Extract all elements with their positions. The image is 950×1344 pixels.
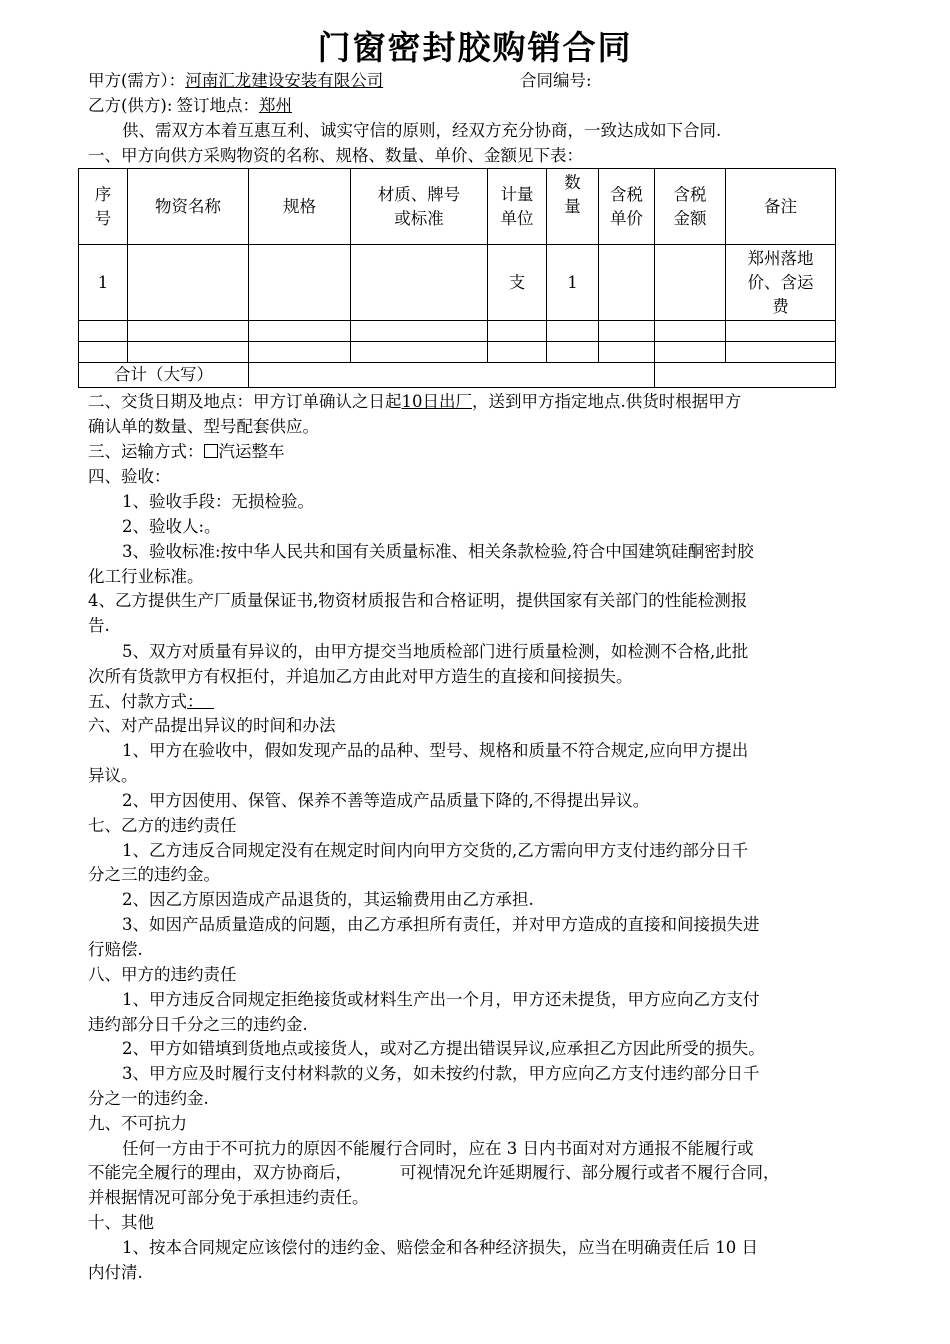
header-material: 材质、牌号 或标准 (351, 169, 488, 245)
contract-no-label: 合同编号: (520, 71, 592, 90)
section-4-heading: 四、验收： (88, 467, 171, 486)
transport-checkbox[interactable] (204, 444, 218, 458)
cell-amount (655, 245, 726, 321)
header-name: 物资名称 (128, 169, 249, 245)
section-9-heading: 九、不可抗力 (88, 1114, 187, 1133)
total-blank (655, 363, 836, 388)
table-row-empty (79, 342, 836, 363)
section-1-heading: 一、甲方向供方采购物资的名称、规格、数量、单价、金额见下表： (88, 146, 583, 165)
section-3: 三、运输方式： 汽运整车 (88, 442, 285, 461)
party-a-label: 甲方(需方）： (88, 71, 186, 90)
section-8-item-1: 1、甲方违反合同规定拒绝接货或材料生产出一个月，甲方还未提货，甲方应向乙方支付 (122, 990, 760, 1009)
table-row-empty (79, 321, 836, 342)
section-9-para-2: 不能完全履行的理由，双方协商后， 可视情况允许延期履行、部分履行或者不履行合同， (88, 1163, 780, 1182)
intro-paragraph: 供、需双方本着互惠互利、诚实守信的原则，经双方充分协商，一致达成如下合同. (122, 121, 722, 140)
section-8-item-3-cont: 分之一的违约金. (88, 1089, 209, 1108)
section-8-item-1-cont: 违约部分日千分之三的违约金. (88, 1015, 308, 1034)
header-price: 含税 单价 (599, 169, 655, 245)
document-title: 门窗密封胶购销合同 (317, 28, 633, 67)
section-7-item-2: 2、因乙方原因造成产品退货的，其运输费用由乙方承担. (122, 890, 534, 909)
sign-place-label: 签订地点： (176, 96, 259, 115)
section-7-item-3: 3、如因产品质量造成的问题，由乙方承担所有责任，并对甲方造成的直接和间接损失进 (122, 915, 760, 934)
total-value (249, 363, 655, 388)
section-2-line-2: 确认单的数量、型号配套供应。 (88, 417, 319, 436)
cell-name (128, 245, 249, 321)
sign-place: 郑州 (258, 96, 292, 115)
section-4-item-2: 2、验收人:。 (122, 517, 221, 536)
header-remark: 备注 (726, 169, 836, 245)
section-7-item-3-cont: 行赔偿. (88, 940, 143, 959)
section-7-item-1-cont: 分之三的违约金。 (88, 865, 220, 884)
party-a-name: 河南汇龙建设安装有限公司 (185, 71, 384, 90)
section-4-item-4-cont: 告. (88, 616, 110, 635)
table-row (79, 245, 836, 321)
party-a-line (88, 70, 592, 92)
section-10-item-1-cont: 内付清. (88, 1263, 143, 1282)
table-header-row (79, 169, 836, 245)
section-8-item-2: 2、甲方如错填到货地点或接货人，或对乙方提出错误异议,应承担乙方因此所受的损失。 (122, 1039, 765, 1058)
cell-remark: 郑州落地 价、含运 费 (726, 245, 836, 321)
table-total-row (79, 363, 836, 388)
section-6-item-2: 2、甲方因使用、保管、保养不善等造成产品质量下降的,不得提出异议。 (122, 791, 650, 810)
section-2-line-1: 二、交货日期及地点：甲方订单确认之日起10日出厂，送到甲方指定地点.供货时根据甲方 (88, 392, 742, 411)
header-qty: 数 量 (547, 169, 599, 245)
header-unit: 计量 单位 (488, 169, 547, 245)
header-seq: 序 号 (79, 169, 128, 245)
cell-qty: 1 (547, 245, 599, 321)
section-4-item-5: 5、双方对质量有异议的，由甲方提交当地质检部门进行质量检测，如检测不合格,此批 (122, 642, 749, 661)
section-4-item-4: 4、乙方提供生产厂质量保证书,物资材质报告和合格证明，提供国家有关部门的性能检测报 (88, 591, 748, 610)
section-4-item-3-cont: 化工行业标准。 (88, 567, 204, 586)
cell-price (599, 245, 655, 321)
section-7-heading: 七、乙方的违约责任 (88, 816, 237, 835)
section-4-item-3: 3、验收标准:按中华人民共和国有关质量标准、相关条款检验,符合中国建筑硅酮密封胶 (122, 542, 754, 561)
goods-table (78, 168, 836, 388)
delivery-days: 10日出厂 (401, 392, 472, 411)
header-spec: 规格 (249, 169, 351, 245)
section-6-item-1-cont: 异议。 (88, 766, 138, 785)
section-7-item-1: 1、乙方违反合同规定没有在规定时间内向甲方交货的,乙方需向甲方支付违约部分日千 (122, 841, 749, 860)
cell-material (351, 245, 488, 321)
cell-seq: 1 (79, 245, 128, 321)
section-6-heading: 六、对产品提出异议的时间和办法 (88, 716, 336, 735)
cell-spec (249, 245, 351, 321)
section-10-heading: 十、其他 (88, 1213, 154, 1232)
section-9-para-3: 并根据情况可部分免于承担违约责任。 (88, 1188, 369, 1207)
section-8-item-3: 3、甲方应及时履行支付材料款的义务，如未按约付款，甲方应向乙方支付违约部分日千 (122, 1064, 760, 1083)
cell-unit: 支 (488, 245, 547, 321)
section-4-item-5-cont: 次所有货款甲方有权拒付，并追加乙方由此对甲方造生的直接和间接损失。 (88, 667, 633, 686)
section-4-item-1: 1、验收手段：无损检验。 (122, 492, 314, 511)
section-9-para-1: 任何一方由于不可抗力的原因不能履行合同时，应在 3 日内书面对对方通报不能履行或 (122, 1139, 754, 1158)
party-b-line (88, 95, 292, 117)
section-8-heading: 八、甲方的违约责任 (88, 965, 237, 984)
section-10-item-1: 1、按本合同规定应该偿付的违约金、赔偿金和各种经济损失，应当在明确责任后 10 日 (122, 1238, 758, 1257)
section-5: 五、付款方式： (88, 692, 204, 711)
header-amount: 含税 金额 (655, 169, 726, 245)
party-b-label: 乙方(供方): (88, 96, 173, 115)
section-6-item-1: 1、甲方在验收中，假如发现产品的品种、型号、规格和质量不符合规定,应向甲方提出 (122, 741, 749, 760)
total-label: 合计（大写） (79, 363, 249, 388)
